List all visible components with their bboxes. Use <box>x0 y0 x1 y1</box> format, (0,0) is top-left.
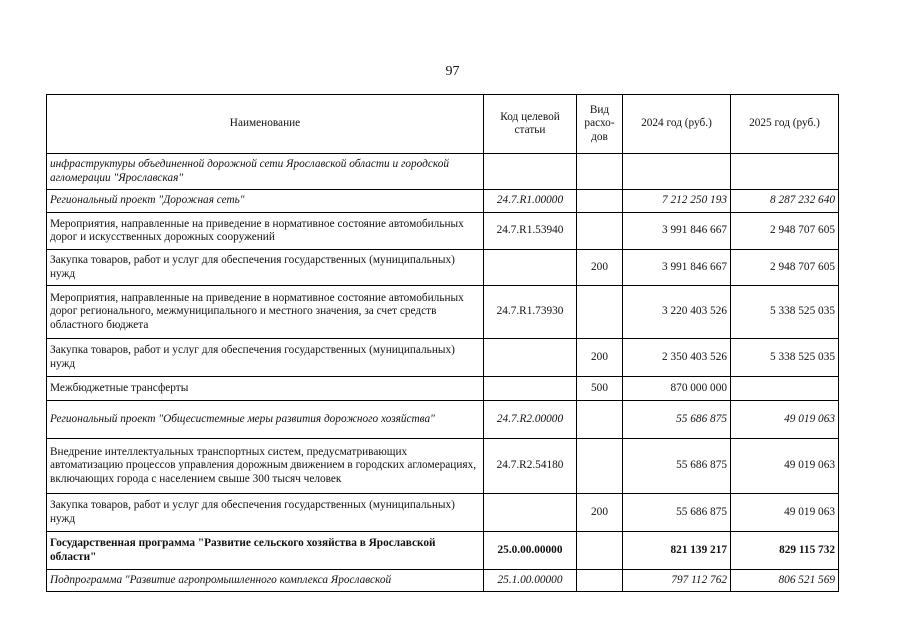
row-name: Закупка товаров, работ и услуг для обеспечения государственных (муниципальных) нужд <box>47 494 484 532</box>
row-2025: 5 338 525 035 <box>731 339 839 377</box>
row-name: инфраструктуры объединенной дорожной сети Ярославской области и городской агломерации "Ярославская" <box>47 154 484 190</box>
row-code <box>484 339 577 377</box>
row-2024: 797 112 762 <box>623 570 731 592</box>
row-type <box>577 532 623 570</box>
row-code <box>484 377 577 401</box>
row-type <box>577 213 623 250</box>
row-code <box>484 154 577 190</box>
row-type: 200 <box>577 250 623 286</box>
row-type: 500 <box>577 377 623 401</box>
row-2025: 49 019 063 <box>731 401 839 439</box>
row-type <box>577 190 623 213</box>
row-code: 24.7.R1.53940 <box>484 213 577 250</box>
table-row <box>47 439 839 494</box>
row-name: Мероприятия, направленные на приведение в нормативное состояние автомобильных дорог регионального, межмуниципального и местного значения, за счет средств областного бюджета <box>47 286 484 339</box>
row-2024: 3 991 846 667 <box>623 250 731 286</box>
row-2025: 829 115 732 <box>731 532 839 570</box>
header-code: Код целевой статьи <box>484 95 577 154</box>
page-number: 97 <box>445 64 460 79</box>
table-row <box>47 250 839 286</box>
row-code <box>484 494 577 532</box>
row-name: Внедрение интеллектуальных транспортных систем, предусматривающих автоматизацию процессов управления дорожным движением в городских агломерациях, включающих города с населением свыше 300 тысяч человек <box>47 439 484 494</box>
row-name: Региональный проект "Дорожная сеть" <box>47 190 484 213</box>
row-code: 25.0.00.00000 <box>484 532 577 570</box>
row-type <box>577 401 623 439</box>
row-2025: 5 338 525 035 <box>731 286 839 339</box>
row-name: Закупка товаров, работ и услуг для обеспечения государственных (муниципальных) нужд <box>47 250 484 286</box>
table-header-row <box>47 95 839 154</box>
table-row <box>47 532 839 570</box>
row-code: 24.7.R1.73930 <box>484 286 577 339</box>
row-2024: 3 991 846 667 <box>623 213 731 250</box>
row-name: Региональный проект "Общесистемные меры развития дорожного хозяйства" <box>47 401 484 439</box>
row-code: 25.1.00.00000 <box>484 570 577 592</box>
row-code: 24.7.R2.00000 <box>484 401 577 439</box>
row-type <box>577 570 623 592</box>
row-2025 <box>731 377 839 401</box>
row-2025: 49 019 063 <box>731 494 839 532</box>
row-2024: 55 686 875 <box>623 494 731 532</box>
row-2024: 2 350 403 526 <box>623 339 731 377</box>
row-2024: 55 686 875 <box>623 401 731 439</box>
row-type: 200 <box>577 494 623 532</box>
row-name: Государственная программа "Развитие сельского хозяйства в Ярославской области" <box>47 532 484 570</box>
row-name: Закупка товаров, работ и услуг для обеспечения государственных (муниципальных) нужд <box>47 339 484 377</box>
row-name: Мероприятия, направленные на приведение в нормативное состояние автомобильных дорог и искусственных дорожных сооружений <box>47 213 484 250</box>
header-2025: 2025 год (руб.) <box>731 95 839 154</box>
row-type <box>577 154 623 190</box>
row-2025 <box>731 154 839 190</box>
table-row <box>47 190 839 213</box>
row-2024 <box>623 154 731 190</box>
row-code: 24.7.R2.54180 <box>484 439 577 494</box>
header-2024: 2024 год (руб.) <box>623 95 731 154</box>
budget-table <box>46 94 839 592</box>
table-row <box>47 570 839 592</box>
table-row <box>47 213 839 250</box>
table-row <box>47 286 839 339</box>
row-2025: 2 948 707 605 <box>731 250 839 286</box>
row-name: Подпрограмма "Развитие агропромышленного комплекса Ярославской <box>47 570 484 592</box>
row-2024: 55 686 875 <box>623 439 731 494</box>
row-code: 24.7.R1.00000 <box>484 190 577 213</box>
row-2025: 49 019 063 <box>731 439 839 494</box>
table-row <box>47 401 839 439</box>
row-type <box>577 286 623 339</box>
header-name: Наименование <box>47 95 484 154</box>
row-2025: 806 521 569 <box>731 570 839 592</box>
table-row <box>47 377 839 401</box>
row-2024: 3 220 403 526 <box>623 286 731 339</box>
row-type <box>577 439 623 494</box>
row-2025: 8 287 232 640 <box>731 190 839 213</box>
table-row <box>47 154 839 190</box>
row-2025: 2 948 707 605 <box>731 213 839 250</box>
table-row <box>47 494 839 532</box>
row-2024: 7 212 250 193 <box>623 190 731 213</box>
row-code <box>484 250 577 286</box>
row-2024: 870 000 000 <box>623 377 731 401</box>
table-row <box>47 339 839 377</box>
row-name: Межбюджетные трансферты <box>47 377 484 401</box>
row-2024: 821 139 217 <box>623 532 731 570</box>
row-type: 200 <box>577 339 623 377</box>
header-expense-type: Вид расхо-дов <box>577 95 623 154</box>
